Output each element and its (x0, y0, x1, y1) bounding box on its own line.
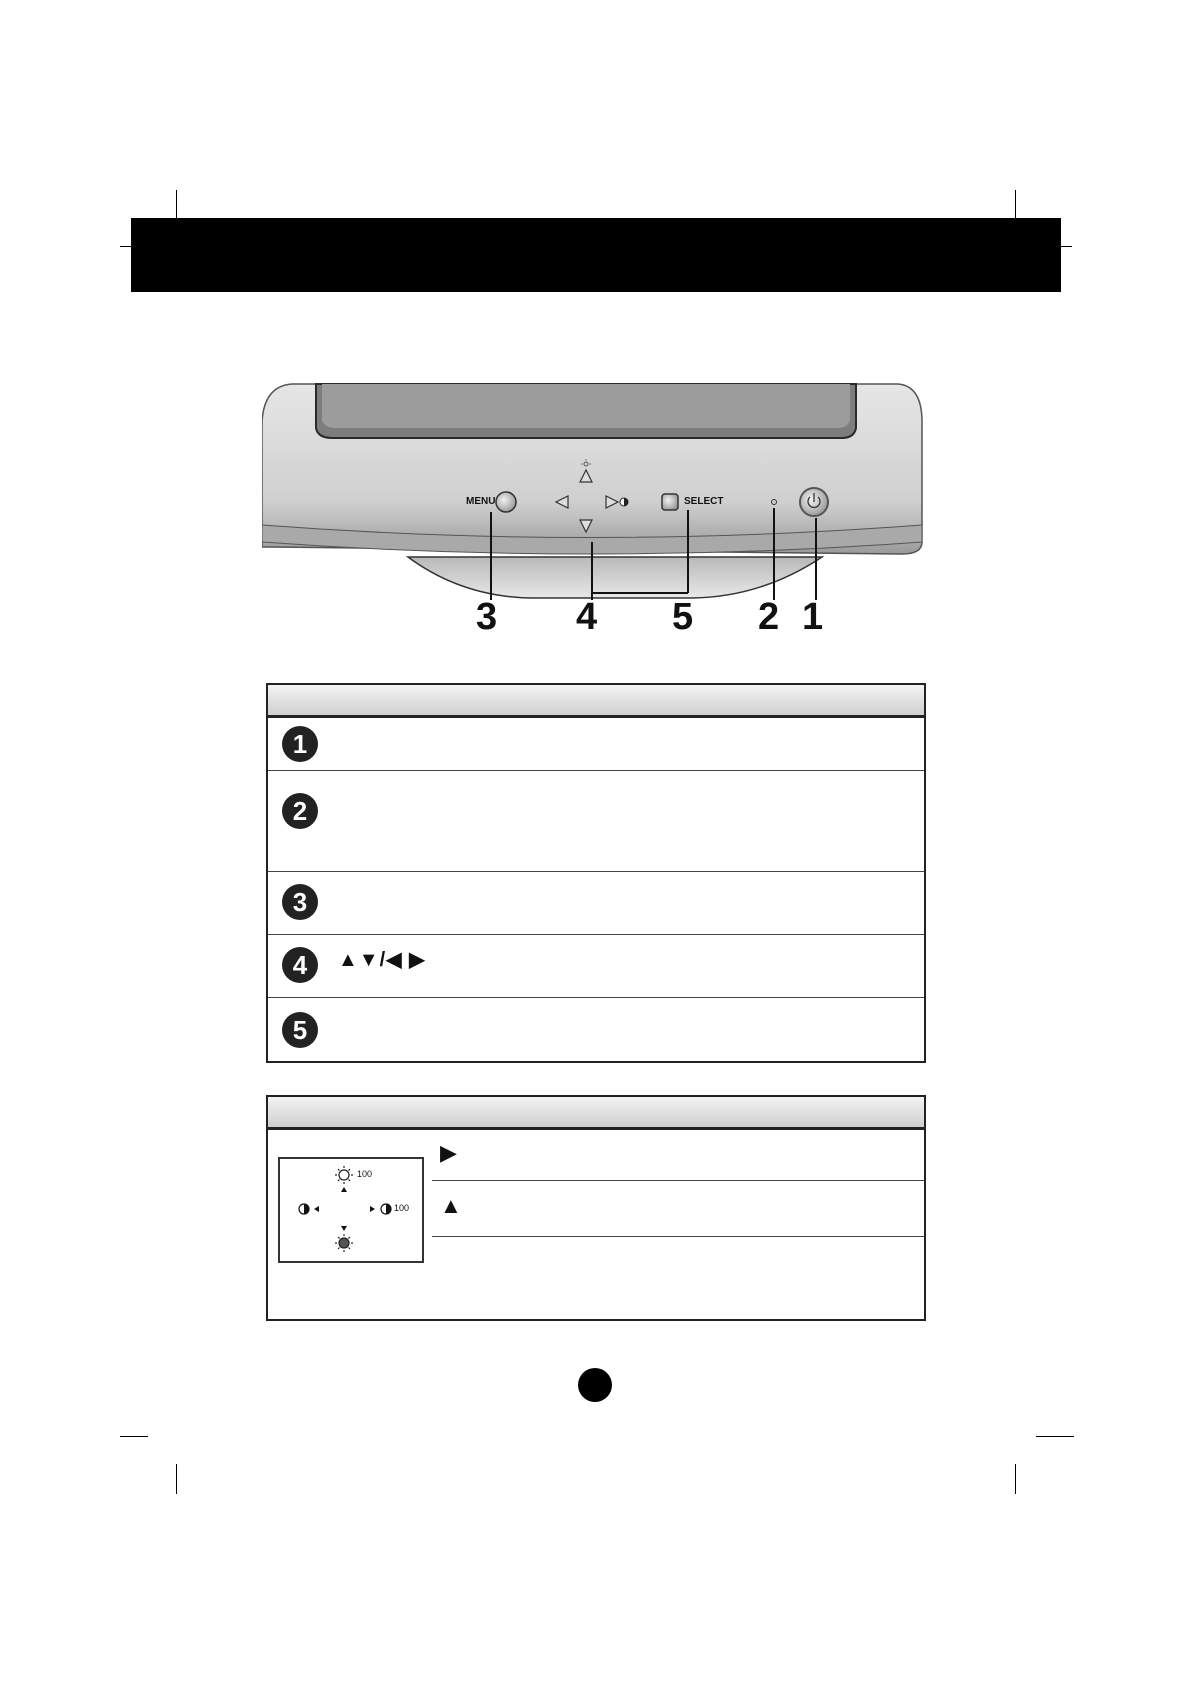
callout-number-1: 1 (802, 596, 824, 638)
down-triangle-icon (341, 1226, 347, 1231)
table-row (268, 998, 924, 1061)
list-item (432, 1181, 924, 1237)
direct-access-table (266, 1095, 926, 1321)
select-label: SELECT (684, 496, 724, 507)
menu-label: MENU (466, 496, 496, 507)
table-row (268, 935, 924, 998)
header-bar (131, 218, 1061, 292)
crop-mark-bottom-right-vertical (1015, 1464, 1016, 1494)
arrow-keys-symbols: ▲▼/◀ ▶ (338, 949, 426, 971)
controls-table-header (268, 685, 924, 718)
brightness-low-icon (335, 1234, 353, 1252)
callout-number-3: 3 (476, 596, 498, 638)
left-triangle-icon (314, 1206, 319, 1212)
controls-table (266, 683, 926, 1063)
table-row (268, 718, 924, 771)
brightness-value: 100 (357, 1169, 373, 1179)
crop-mark-bottom-right-horizontal (1036, 1436, 1074, 1437)
page-number-circle (578, 1368, 612, 1402)
list-item (432, 1130, 924, 1181)
table-row (268, 872, 924, 935)
select-button[interactable] (662, 494, 678, 510)
up-triangle-icon (341, 1187, 347, 1192)
brightness-icon (335, 1166, 353, 1184)
up-arrow-symbol: ▲ (440, 1193, 462, 1218)
number-badge: 1 (282, 726, 318, 762)
contrast-value: 100 (394, 1203, 410, 1213)
contrast-icon (299, 1204, 309, 1214)
right-arrow-symbol: ▶ (440, 1140, 457, 1165)
callout-number-4: 4 (576, 596, 598, 638)
right-triangle-icon (370, 1206, 375, 1212)
number-badge: 4 (282, 947, 318, 983)
osd-direct-access-diagram (278, 1157, 424, 1263)
menu-button[interactable] (496, 492, 516, 512)
number-badge: 2 (282, 793, 318, 829)
contrast-icon (620, 498, 628, 506)
number-badge: 3 (282, 884, 318, 920)
table-row (268, 771, 924, 872)
contrast-icon (381, 1204, 391, 1214)
crop-mark-bottom-left-horizontal (120, 1436, 148, 1437)
callout-number-2: 2 (758, 596, 780, 638)
callout-number-5: 5 (672, 596, 694, 638)
number-badge: 5 (282, 1012, 318, 1048)
direct-access-table-header (268, 1097, 924, 1130)
crop-mark-bottom-left-vertical (176, 1464, 177, 1494)
monitor-front-illustration (262, 382, 928, 642)
